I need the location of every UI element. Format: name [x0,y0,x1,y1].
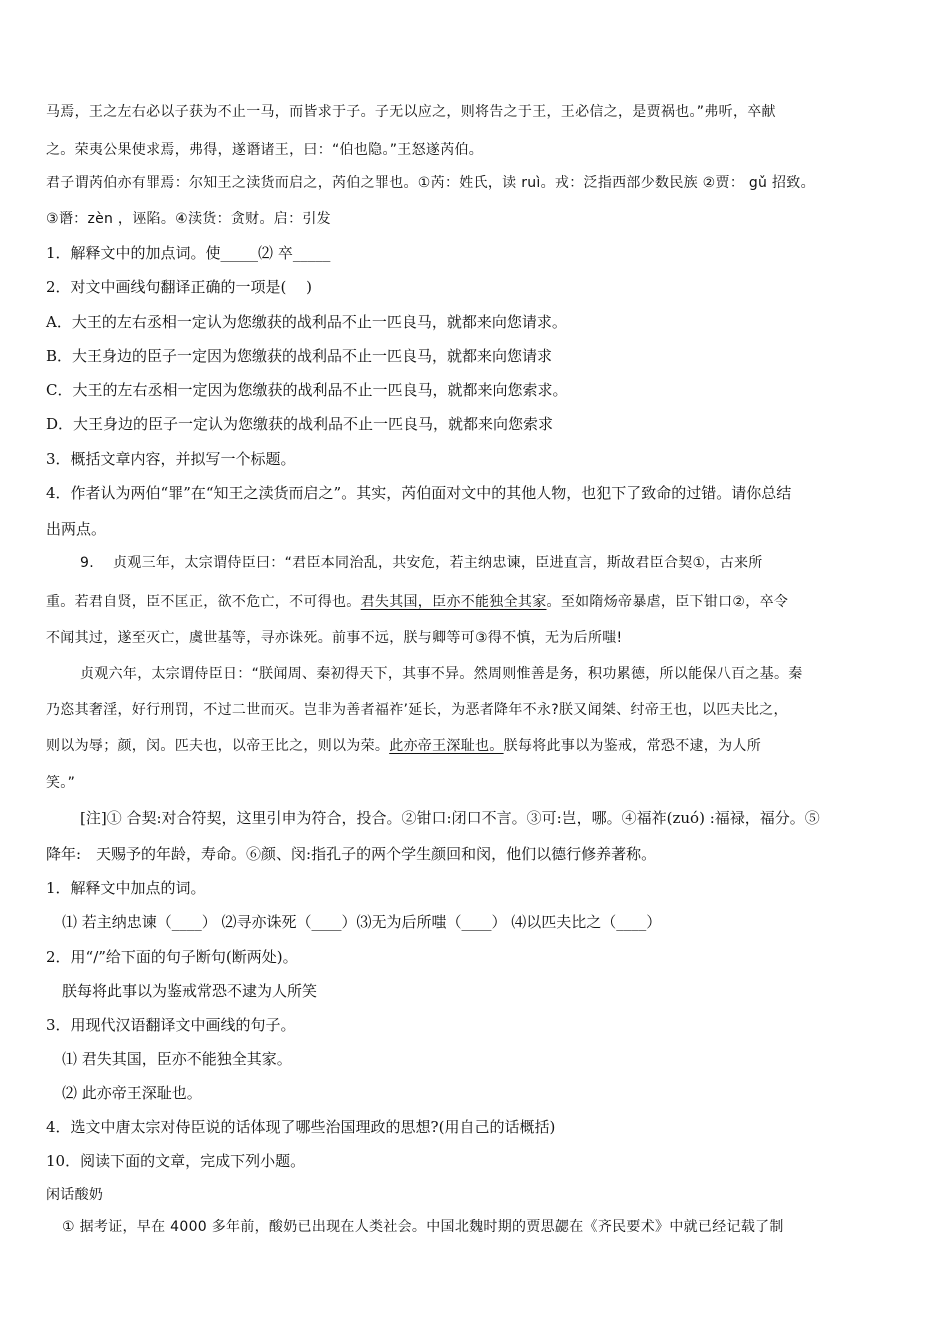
question-8-3: 3．概括文章内容，并拟写一个标题。 [46,450,296,468]
question-9-1-items: ⑴ 若主纳忠谏（____） ⑵寻亦诛死（____）⑶无为后所嗤（____） ⑷以匹夫比之（____） [62,913,662,931]
passage8-line: 马焉，王之左右必以子获为不止一马，而皆求于子。子无以应之，则将告之于王，王必信之，是贾祸也。”弗听，卒献 [46,104,776,120]
passage9-line: 重。若君自贤，臣不匡正，欲不危亡，不可得也。君失其国，臣亦不能独全其家。至如隋炀帝暴虐，臣下钳口②，卒令 [46,594,789,610]
option-c: C．大王的左右丞相一定因为您缴获的战利品不止一匹良马，就都来向您索求。 [46,381,568,399]
option-a: A．大王的左右丞相一定认为您缴获的战利品不止一匹良马，就都来向您请求。 [46,313,567,331]
footnote: [注]① 合契:对合符契，这里引申为符合，投合。②钳口:闭口不言。③可:岂，哪。④福祚(zuó) :福禄，福分。⑤ [80,809,820,827]
question-9-2: 2．用“/”给下面的句子断句(断两处)。 [46,948,298,966]
question-8-4: 4．作者认为两伯“罪”在“知王之渎货而启之”。其实，芮伯面对文中的其他人物，也犯下了致命的过错。请你总结 [46,484,792,502]
passage9-line: 贞观六年，太宗谓侍臣日：“朕闻周、秦初得天下，其事不异。然周则惟善是务，积功累德，所以能保八百之基。秦 [80,666,803,682]
question-9-4: 4．选文中唐太宗对侍臣说的话体现了哪些治国理政的思想?(用自己的话概括) [46,1118,556,1136]
question-9-3-a: ⑴ 君失其国，臣亦不能独全其家。 [62,1050,292,1068]
article-paragraph: ① 据考证，早在 4000 多年前，酸奶已出现在人类社会。中国北魏时期的贾思勰在《齐民要术》中就已经记载了制 [62,1219,784,1235]
option-b: B．大王身边的臣子一定因为您缴获的战利品不止一匹良马，就都来向您请求 [46,347,553,365]
option-d: D．大王身边的臣子一定认为您缴获的战利品不止一匹良马，就都来向您索求 [46,415,554,433]
underlined-sentence-1: 君失其国，臣亦不能独全其家 [360,594,547,610]
question-9-3-b: ⑵ 此亦帝王深耻也。 [62,1084,202,1102]
passage8-line: 君子谓芮伯亦有罪焉：尔知王之渎货而启之，芮伯之罪也。①芮：姓氏，读 ruì。戎：泛指西部少数民族 ②贾： gǔ 招致。 [46,175,815,191]
passage9-line: 笑。” [46,775,76,791]
question-8-1: 1．解释文中的加点词。使_____⑵ 卒_____ [46,244,331,262]
question-9-2-text: 朕每将此事以为鉴戒常恐不逮为人所笑 [62,982,318,1000]
passage9-line: 乃恣其奢淫，好行刑罚，不过二世而灭。岂非为善者福祚’延长，为恶者降年不永?朕又闻桀、纣帝王也，以匹夫比之， [46,702,788,718]
question-8-2: 2．对文中画线句翻译正确的一项是( ) [46,278,313,296]
question-9-1: 1．解释文中加点的词。 [46,879,206,897]
passage9-line: 则以为辱；颜，闵。匹夫也，以帝王比之，则以为荣。此亦帝王深耻也。朕每将此事以为鉴戒，常恐不逮，为人所 [46,738,762,754]
footnote: 降年: 天赐予的年龄，寿命。⑥颜、闵:指孔子的两个学生颜回和闵，他们以德行修养著称。 [46,845,657,863]
article-title: 闲话酸奶 [46,1187,104,1203]
passage8-line: 之。荣夷公果使求焉，弗得，遂谮诸王，曰：“伯也隐。”王怒遂芮伯。 [46,142,484,158]
passage9-line: 不闻其过，遂至灭亡，虞世基等，寻亦诛死。前事不远，朕与卿等可③得不慎，无为后所嗤! [46,630,623,646]
question-8-4-cont: 出两点。 [46,520,107,538]
underlined-sentence-2: 此亦帝王深耻也。 [389,738,504,754]
passage9-line: 9. 贞观三年，太宗谓侍臣曰：“君臣本同治乱，共安危，若主纳忠谏，臣进直言，斯故君臣合契①，古来所 [80,555,763,571]
question-9-3: 3．用现代汉语翻译文中画线的句子。 [46,1016,296,1034]
passage8-line: ③谮：zèn ，诬陷。④渎货：贪财。启：引发 [46,211,331,227]
question-10-title: 10．阅读下面的文章，完成下列小题。 [46,1152,306,1170]
